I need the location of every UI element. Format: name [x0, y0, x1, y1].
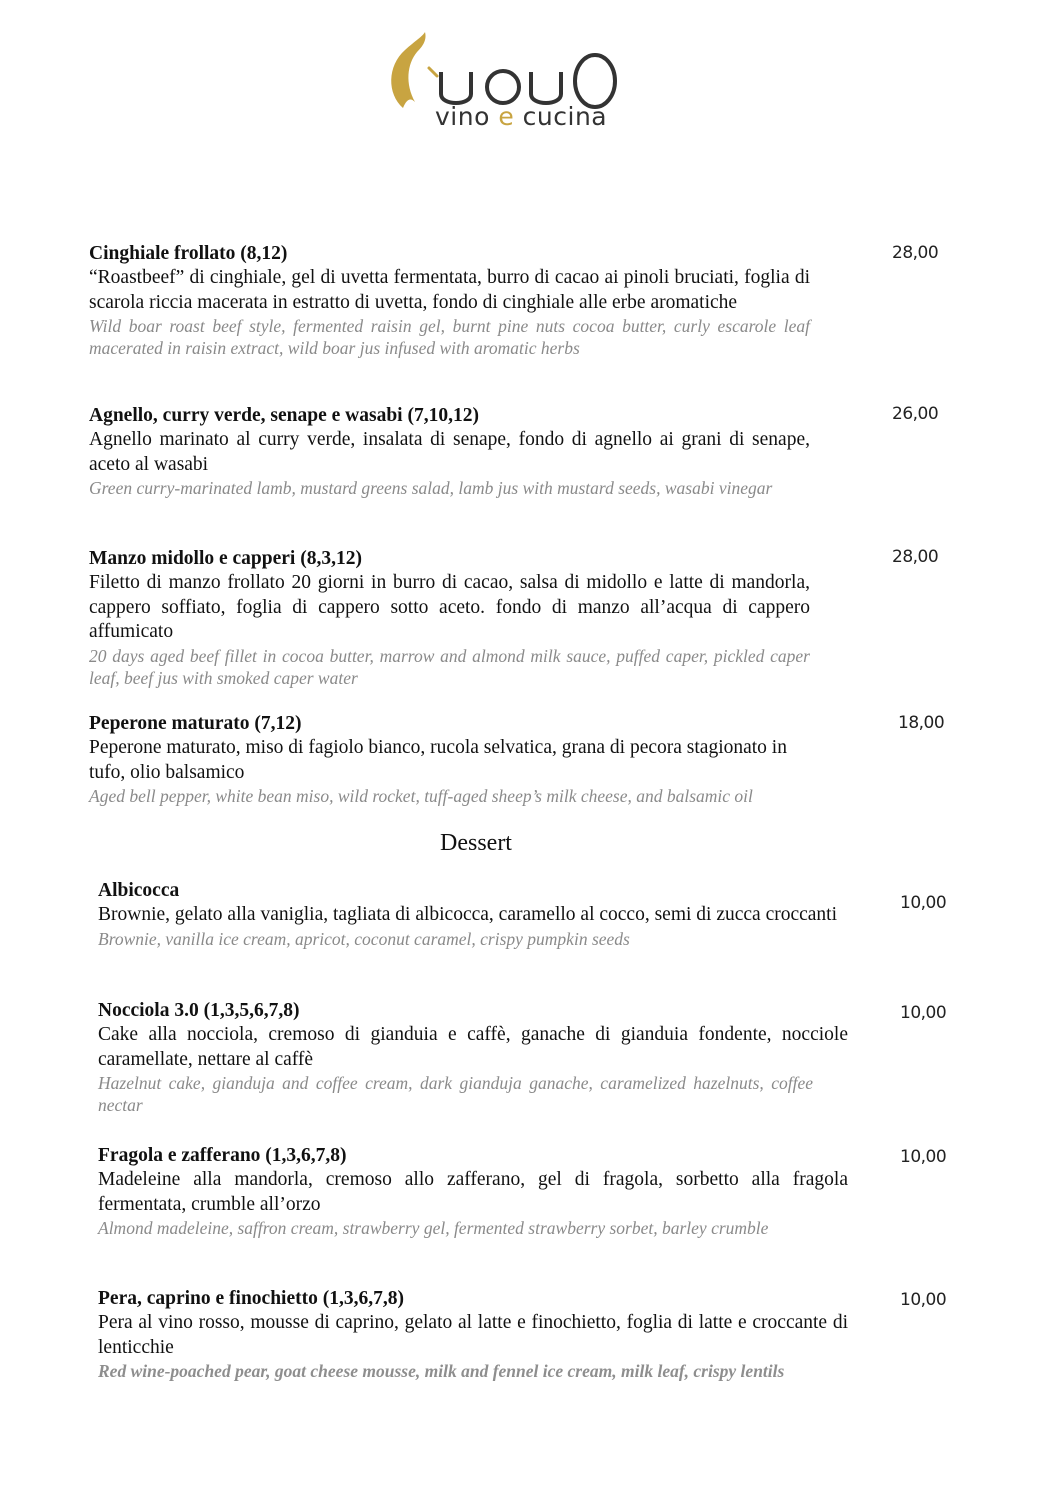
item-title: Albicocca [98, 880, 180, 901]
item-description: Peperone maturato, miso di fagiolo bianco, rucola selvatica, grana di pecora stagionato in tufo, olio balsamico [89, 737, 787, 783]
menu-item-fragola [98, 1144, 848, 1239]
menu-item-agnello [89, 404, 810, 499]
item-english-description: Almond madeleine, saffron cream, strawberry gel, fermented strawberry sorbet, barley crumble [98, 1218, 769, 1238]
menu-item-peperone [89, 712, 789, 807]
item-title: Cinghiale frollato (8,12) [89, 243, 288, 264]
section-heading-dessert: Dessert [440, 830, 512, 856]
item-price: 10,00 [900, 1147, 947, 1167]
item-description: Agnello marinato al curry verde, insalata di senape, fondo di agnello ai grani di senape, aceto al wasabi [89, 429, 810, 475]
item-description: Brownie, gelato alla vaniglia, tagliata di albicocca, caramello al cocco, semi di zucca croccanti [98, 904, 838, 925]
item-description: Cake alla nocciola, cremoso di gianduia e caffè, ganache di gianduia fondente, nocciole caramellate, nettare al caffè [98, 1024, 848, 1070]
item-english-description: Aged bell pepper, white bean miso, wild rocket, tuff-aged sheep’s milk cheese, and balsamic oil [89, 786, 753, 806]
item-title: Agnello, curry verde, senape e wasabi (7,10,12) [89, 405, 479, 426]
item-price: 26,00 [892, 404, 939, 424]
item-english-description: 20 days aged beef fillet in cocoa butter, marrow and almond milk sauce, puffed caper, pickled caper leaf, beef jus with smoked caper water [89, 645, 810, 688]
menu-item-pera [98, 1287, 848, 1382]
item-english-description: Red wine-poached pear, goat cheese mousse, milk and fennel ice cream, milk leaf, crispy lentils [98, 1361, 785, 1381]
item-title: Pera, caprino e finochietto (1,3,6,7,8) [98, 1288, 404, 1309]
menu-item-nocciola [98, 999, 848, 1116]
item-description: Pera al vino rosso, mousse di caprino, gelato al latte e finochietto, foglia di latte e croccante di lenticchie [98, 1312, 848, 1358]
restaurant-logo [385, 28, 655, 132]
item-price: 10,00 [900, 893, 947, 913]
item-description: Madeleine alla mandorla, cremoso allo zafferano, gel di fragola, sorbetto alla fragola fermentata, crumble all’orzo [98, 1169, 848, 1215]
item-price: 28,00 [892, 547, 939, 567]
menu-item-cinghiale [89, 242, 810, 359]
item-price: 18,00 [898, 713, 945, 733]
item-title: Nocciola 3.0 (1,3,5,6,7,8) [98, 1000, 300, 1021]
item-title: Manzo midollo e capperi (8,3,12) [89, 548, 362, 569]
menu-item-manzo [89, 547, 810, 689]
item-title: Fragola e zafferano (1,3,6,7,8) [98, 1145, 347, 1166]
logo-wordmark: vino e cucina [435, 102, 608, 131]
menu-item-albicocca [98, 879, 848, 950]
item-description: Filetto di manzo frollato 20 giorni in burro di cacao, salsa di midollo e latte di mandorla, cappero soffiato, foglia di cappero sotto aceto. fondo di manzo all’acqua di cappero affumicato [89, 572, 810, 642]
item-price: 10,00 [900, 1003, 947, 1023]
item-english-description: Green curry-marinated lamb, mustard greens salad, lamb jus with mustard seeds, wasabi vinegar [89, 478, 773, 498]
item-english-description: Brownie, vanilla ice cream, apricot, coconut caramel, crispy pumpkin seeds [98, 928, 630, 949]
item-english-description: Wild boar roast beef style, fermented raisin gel, burnt pine nuts cocoa butter, curly escarole leaf macerated in raisin extract, wild boar jus infused with aromatic herbs [89, 316, 810, 358]
item-description: “Roastbeef” di cinghiale, gel di uvetta fermentata, burro di cacao ai pinoli bruciati, foglia di scarola riccia macerata in estratto di uvetta, fondo di cinghiale alle erbe aromatiche [89, 267, 810, 313]
item-price: 28,00 [892, 243, 939, 263]
item-price: 10,00 [900, 1290, 947, 1310]
item-english-description: Hazelnut cake, gianduja and coffee cream, dark gianduja ganache, caramelized hazelnuts, coffee nectar [98, 1073, 813, 1115]
item-title: Peperone maturato (7,12) [89, 713, 302, 734]
